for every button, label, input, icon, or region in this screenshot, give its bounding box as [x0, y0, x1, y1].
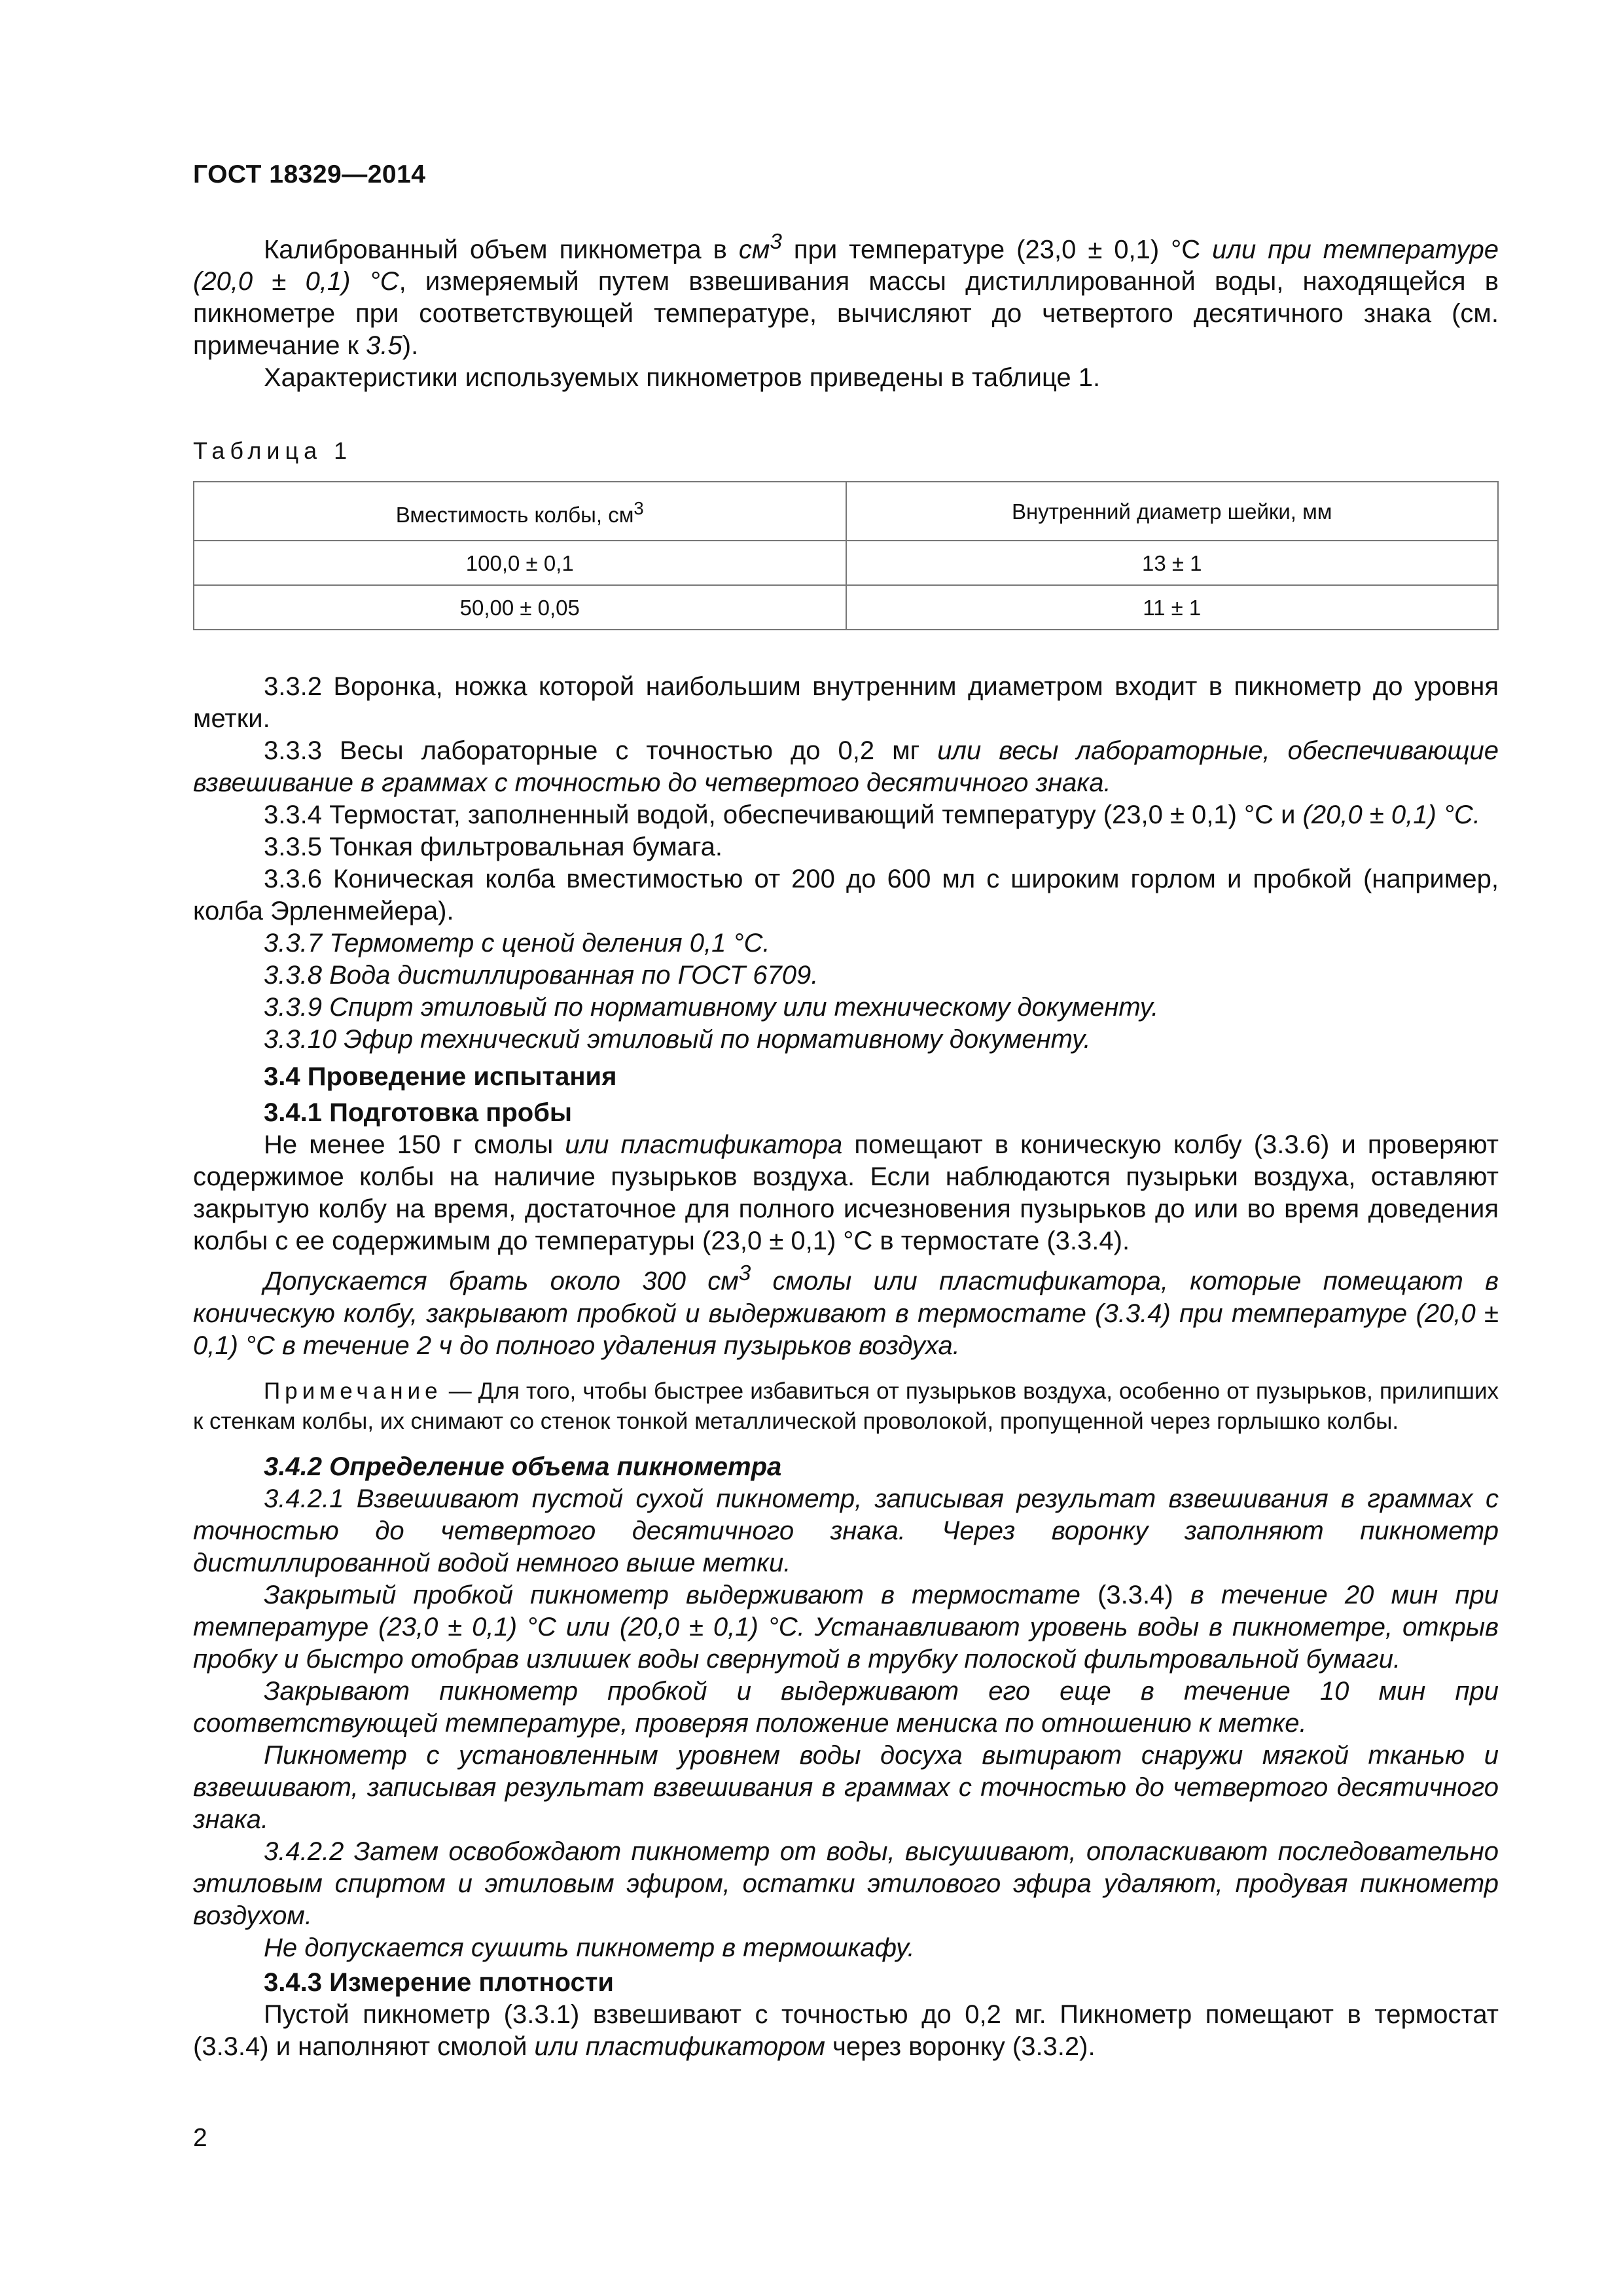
- text: Калиброванный объем пикнометра в: [264, 235, 739, 264]
- column-header-diameter: Внутренний диаметр шейки, мм: [846, 482, 1499, 541]
- italic-text: или пластификатором: [534, 2032, 825, 2061]
- superscript: 3: [738, 1261, 751, 1286]
- item-3-3-4: [193, 799, 1499, 831]
- text: при температуре (23,0 ± 0,1) °С: [781, 235, 1213, 264]
- pycnometer-table: [193, 481, 1499, 630]
- cell-diameter: 13 ± 1: [846, 541, 1499, 585]
- italic-text: в течение 20 мин при температуре (23,0 ± 0,1) °С или (20,0 ± 0,1) °С. Устанавливают уровень воды в пикнометре, открыв пробку и быстро отобрав излишек воды свернутой в трубку полоской фильтровальной бумаги.: [193, 1580, 1499, 1674]
- heading-3-4: 3.4 Проведение испытания: [264, 1062, 617, 1092]
- italic-text: или весы лабораторные, обеспечивающие взвешивание в граммах с точностью до четвертого десятичного знака.: [193, 736, 1499, 798]
- item-3-3-3: [193, 735, 1499, 799]
- italic-text: или при температуре (20,0 ± 0,1) °С: [193, 235, 1499, 296]
- item-3-3-6: 3.3.6 Коническая колба вместимостью от 200 до 600 мл с широким горлом и пробкой (например, колба Эрленмейера).: [193, 865, 1499, 926]
- text: , измеряемый путем взвешивания массы дистиллированной воды, находящейся в пикнометре при соответствующей температуре, вычисляют до четвертого десятичного знака (см. примечание к: [193, 267, 1499, 361]
- italic-text: см: [738, 235, 770, 264]
- item-3-3-7: 3.3.7 Термометр с ценой деления 0,1 °С.: [264, 929, 770, 958]
- italic-text: или пластификатора: [565, 1130, 843, 1160]
- italic-text: 3.5: [366, 331, 402, 361]
- paragraph-3-4-2-1: 3.4.2.1 Взвешивают пустой сухой пикнометр, записывая результат взвешивания в граммах с точностью до четвертого десятичного знака. Через воронку заполняют пикнометр дистиллированной водой немного выше метки.: [193, 1484, 1499, 1577]
- heading-3-4-3: 3.4.3 Измерение плотности: [264, 1967, 614, 1997]
- paragraph-thermostat-hold: [193, 1579, 1499, 1676]
- superscript: 3: [770, 230, 782, 254]
- page-number: 2: [193, 2124, 207, 2152]
- text: Не менее 150 г смолы: [264, 1130, 565, 1160]
- table-row: [194, 585, 1498, 630]
- paragraph-no-oven: Не допускается сушить пикнометр в термошкафу.: [264, 1933, 915, 1962]
- table-header-row: [194, 482, 1498, 541]
- cell-capacity: 50,00 ± 0,05: [194, 585, 846, 630]
- paragraph-characteristics: Характеристики используемых пикнометров приведены в таблице 1.: [264, 363, 1101, 393]
- heading-3-4-1: 3.4.1 Подготовка пробы: [264, 1098, 573, 1128]
- table-row: [194, 541, 1498, 585]
- paragraph-3-4-2-2: 3.4.2.2 Затем освобождают пикнометр от воды, высушивают, ополаскивают последовательно этиловым спиртом и этиловым эфиром, остатки этилового эфира удаляют, продувая пикнометр воздухом.: [193, 1837, 1499, 1930]
- page-content: [193, 226, 1499, 2063]
- header-text: Вместимость колбы, см: [395, 502, 634, 527]
- paragraph-close-stopper: Закрывают пикнометр пробкой и выдерживают его еще в течение 10 мин при соответствующей температуре, проверяя положение мениска по отношению к метке.: [193, 1676, 1499, 1738]
- item-3-3-2: 3.3.2 Воронка, ножка которой наибольшим внутренним диаметром входит в пикнометр до уровня метки.: [193, 672, 1499, 734]
- column-header-capacity: [194, 482, 846, 541]
- paragraph-calibrated-volume: [193, 226, 1499, 362]
- text: ).: [402, 331, 419, 361]
- text: 3.3.3 Весы лабораторные с точностью до 0,2 мг: [264, 736, 938, 766]
- superscript: 3: [633, 497, 644, 518]
- paragraph-sample-prep: [193, 1129, 1499, 1257]
- paragraph-wipe-weigh: Пикнометр с установленным уровнем воды досуха вытирают снаружи мягкой тканью и взвешивают, записывая результат взвешивания в граммах с точностью до четвертого десятичного знака.: [193, 1740, 1499, 1834]
- italic-text: (20,0 ± 0,1) °С.: [1302, 800, 1480, 830]
- text: через воронку (3.3.2).: [825, 2032, 1096, 2061]
- cell-capacity: 100,0 ± 0,1: [194, 541, 846, 585]
- table-caption: Таблица 1: [193, 437, 353, 465]
- heading-3-4-2: 3.4.2 Определение объема пикнометра: [264, 1452, 782, 1481]
- spacer: [193, 630, 1499, 671]
- text: помещают в коническую колбу (3.3.6) и проверяют содержимое колбы на наличие пузырьков воздуха. Если наблюдаются пузырьки воздуха, оставляют закрытую колбу на время, достаточное для полного исчезновения пузырьков до или во время доведения колбы с ее содержимым до температуры (23,0 ± 0,1) °С в термостате (3.3.4).: [193, 1130, 1499, 1256]
- paragraph-allowed-alternative: [193, 1257, 1499, 1361]
- text: Допускается брать около 300 см: [264, 1266, 739, 1296]
- item-3-3-8: 3.3.8 Вода дистиллированная по ГОСТ 6709.: [264, 961, 819, 990]
- italic-text: Закрытый пробкой пикнометр выдерживают в термостате: [264, 1580, 1098, 1609]
- item-3-3-10: 3.3.10 Эфир технический этиловый по нормативному документу.: [264, 1025, 1091, 1054]
- note: [193, 1376, 1499, 1437]
- item-3-3-5: 3.3.5 Тонкая фильтровальная бумага.: [264, 833, 722, 862]
- text: Пустой пикнометр (3.3.1) взвешивают с точностью до 0,2 мг. Пикнометр помещают в термостат (3.3.4) и наполняют смолой: [193, 2000, 1499, 2061]
- note-label: Примечание: [264, 1378, 442, 1404]
- text: смолы или пластификатора, которые помещают в коническую колбу, закрывают пробкой и выдерживают в термостате (3.3.4) при температуре (20,0 ± 0,1) °С в течение 2 ч до полного удаления пузырьков воздуха.: [193, 1266, 1499, 1360]
- note-text: — Для того, чтобы быстрее избавиться от пузырьков воздуха, особенно от пузырьков, прилипших к стенкам колбы, их снимают со стенок тонкой металлической проволокой, пропущенной через горлышко колбы.: [193, 1378, 1499, 1434]
- item-3-3-9: 3.3.9 Спирт этиловый по нормативному или техническому документу.: [264, 993, 1159, 1022]
- text: (3.3.4): [1097, 1580, 1173, 1609]
- document-header: ГОСТ 18329—2014: [193, 160, 426, 188]
- text: 3.3.4 Термостат, заполненный водой, обеспечивающий температуру (23,0 ± 0,1) °С и: [264, 800, 1303, 830]
- paragraph-density: [193, 1999, 1499, 2063]
- cell-diameter: 11 ± 1: [846, 585, 1499, 630]
